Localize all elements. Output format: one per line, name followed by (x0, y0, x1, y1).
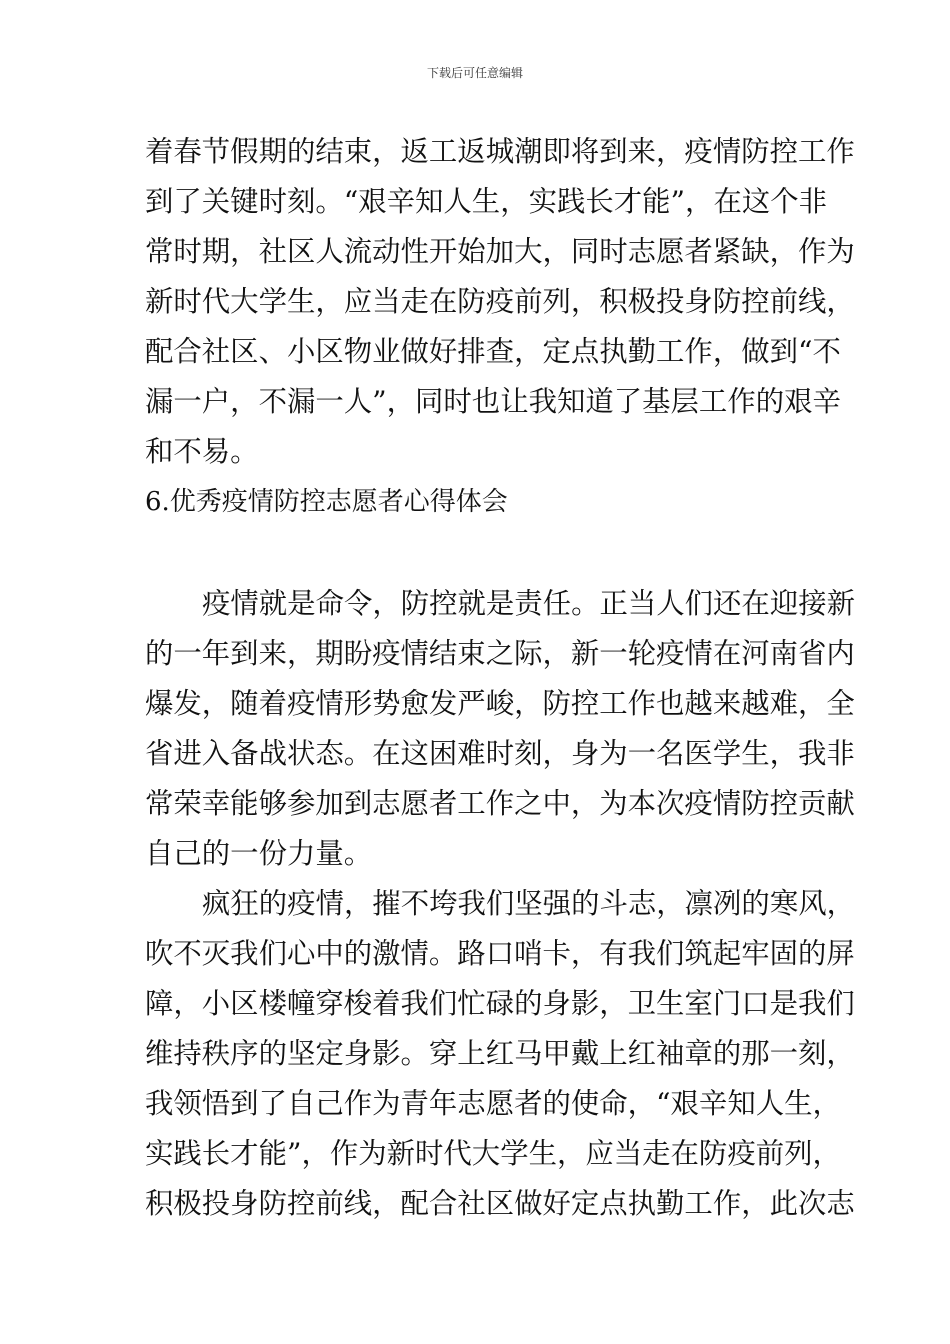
text-line: 常时期，社区人流动性开始加大，同时志愿者紧缺，作为 (145, 235, 855, 268)
text-line: 自己的一份力量。 (145, 837, 373, 870)
page-header: 下载后可任意编辑 (426, 66, 523, 80)
text-line: 吹不灭我们心中的激情。路口哨卡，有我们筑起牢固的屏 (145, 937, 855, 970)
paragraph-3 (145, 879, 855, 1229)
text-line: 爆发，随着疫情形势愈发严峻，防控工作也越来越难，全 (145, 687, 855, 720)
text-line: 障，小区楼幢穿梭着我们忙碌的身影，卫生室门口是我们 (145, 987, 855, 1020)
section-heading: 6.优秀疫情防控志愿者心得体会 (145, 487, 508, 517)
text-line: 新时代大学生，应当走在防疫前列，积极投身防控前线， (145, 285, 855, 318)
paragraph-1 (145, 127, 855, 477)
text-line: 漏一户，不漏一人”，同时也让我知道了基层工作的艰辛 (145, 385, 841, 418)
text-line: 疯狂的疫情，摧不垮我们坚强的斗志，凛冽的寒风， (202, 887, 855, 920)
text-line: 的一年到来，期盼疫情结束之际，新一轮疫情在河南省内 (145, 637, 855, 670)
text-line: 常荣幸能够参加到志愿者工作之中，为本次疫情防控贡献 (145, 787, 855, 820)
text-line: 积极投身防控前线，配合社区做好定点执勤工作，此次志 (145, 1187, 855, 1220)
text-line: 我领悟到了自己作为青年志愿者的使命，“艰辛知人生， (145, 1087, 841, 1120)
paragraph-2 (145, 579, 855, 879)
text-line: 维持秩序的坚定身影。穿上红马甲戴上红袖章的那一刻， (145, 1037, 855, 1070)
text-line: 和不易。 (145, 435, 259, 468)
text-line: 实践长才能”，作为新时代大学生，应当走在防疫前列， (145, 1137, 841, 1170)
text-line: 着春节假期的结束，返工返城潮即将到来，疫情防控工作 (145, 135, 855, 168)
text-line: 配合社区、小区物业做好排查，定点执勤工作，做到“不 (145, 335, 841, 368)
blank-spacer (145, 527, 807, 579)
document-body (145, 127, 855, 1229)
text-line: 疫情就是命令，防控就是责任。正当人们还在迎接新 (202, 587, 855, 620)
text-line: 省进入备战状态。在这困难时刻，身为一名医学生，我非 (145, 737, 855, 770)
text-line: 到了关键时刻。“艰辛知人生，实践长才能”，在这个非 (145, 185, 828, 218)
